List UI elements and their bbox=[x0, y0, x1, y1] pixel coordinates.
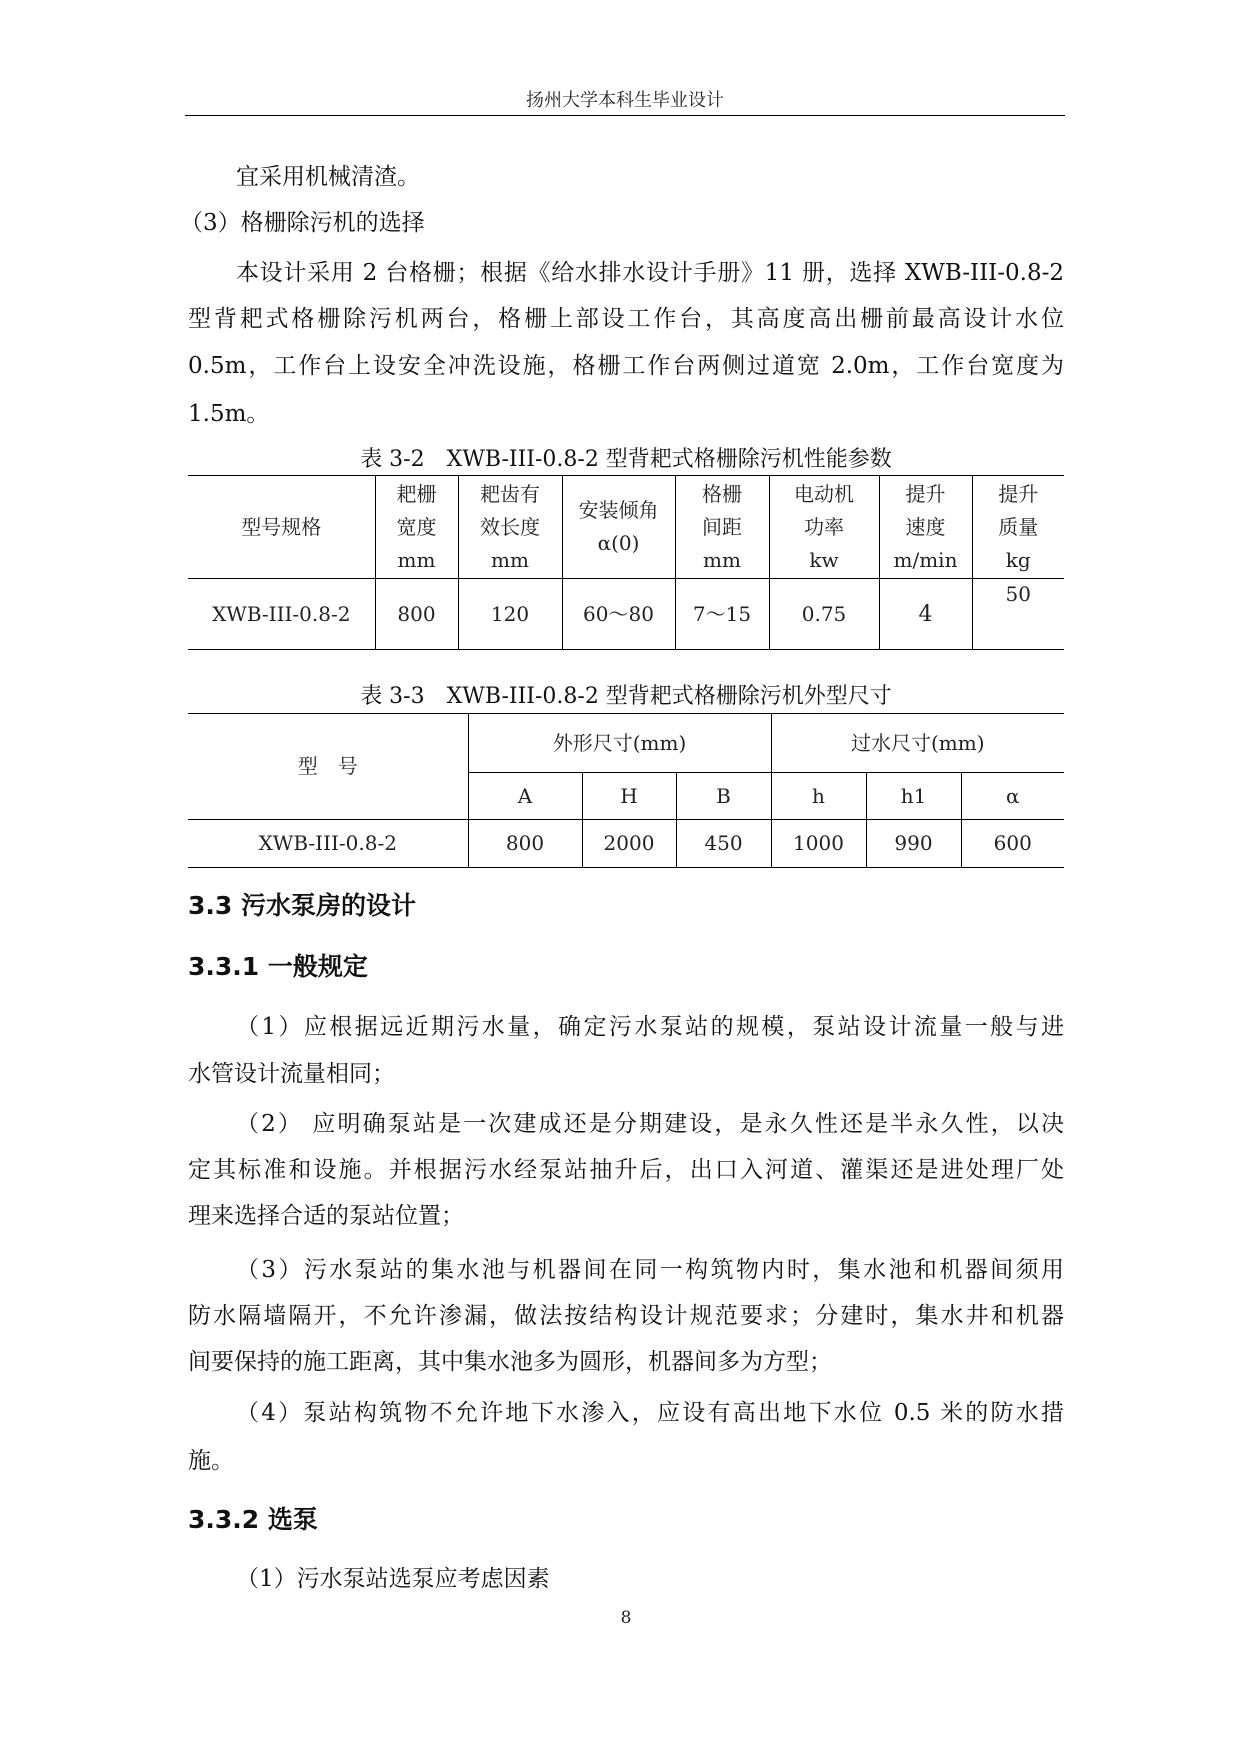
header-cell: 电动机 功率 kw bbox=[769, 476, 879, 579]
table-cell: 990 bbox=[866, 820, 961, 868]
paragraph-line: 定其标准和设施。并根据污水经泵站抽升后，出口入河道、灌渠还是进处理厂处 bbox=[188, 1157, 1064, 1183]
header-cell: 型号规格 bbox=[188, 476, 375, 579]
table-row bbox=[188, 579, 1064, 650]
paragraph-line: 本设计采用 2 台格栅；根据《给水排水设计手册》11 册，选择 XWB-III-0.8-2 bbox=[236, 260, 1064, 286]
table-row bbox=[188, 820, 1064, 868]
table-cell: XWB-III-0.8-2 bbox=[188, 579, 375, 650]
list-item: （3）格栅除污机的选择 bbox=[180, 210, 425, 236]
header-cell: 型 号 bbox=[188, 714, 468, 820]
paragraph-line: （3）污水泵站的集水池与机器间在同一构筑物内时，集水池和机器间须用 bbox=[236, 1257, 1064, 1283]
table-cell: 450 bbox=[676, 820, 771, 868]
table-cell: 2000 bbox=[582, 820, 676, 868]
table-cell: 60～80 bbox=[562, 579, 675, 650]
paragraph-line: 宜采用机械清渣。 bbox=[236, 164, 420, 190]
header-cell: 格栅 间距 mm bbox=[675, 476, 769, 579]
table-cell: 800 bbox=[468, 820, 582, 868]
paragraph-line: 防水隔墙隔开，不允许渗漏，做法按结构设计规范要求；分建时，集水井和机器 bbox=[188, 1303, 1064, 1329]
table-caption: 表 3-2 XWB-III-0.8-2 型背耙式格栅除污机性能参数 bbox=[360, 447, 892, 472]
header-cell: 安装倾角 α(0) bbox=[562, 476, 675, 579]
subsection-heading: 3.3.2 选泵 bbox=[188, 1505, 318, 1534]
header-cell: h1 bbox=[866, 773, 961, 820]
header-cell: 耙栅 宽度 mm bbox=[375, 476, 458, 579]
paragraph-line: 型背耙式格栅除污机两台，格栅上部设工作台，其高度高出栅前最高设计水位 bbox=[188, 306, 1064, 332]
dimension-table bbox=[188, 713, 1064, 868]
table-caption: 表 3-3 XWB-III-0.8-2 型背耙式格栅除污机外型尺寸 bbox=[360, 684, 892, 709]
header-cell: 提升 质量 kg bbox=[972, 476, 1064, 579]
header-cell: 提升 速度 m/min bbox=[879, 476, 972, 579]
table-cell: XWB-III-0.8-2 bbox=[188, 820, 468, 868]
paragraph-line: 间要保持的施工距离，其中集水池多为圆形，机器间多为方型； bbox=[188, 1349, 832, 1375]
header-cell: H bbox=[582, 773, 676, 820]
paragraph-line: （1）污水泵站选泵应考虑因素 bbox=[236, 1566, 550, 1592]
table-cell: 0.75 bbox=[769, 579, 879, 650]
page-number: 8 bbox=[620, 1608, 632, 1628]
page-header: 扬州大学本科生毕业设计 bbox=[526, 90, 724, 111]
header-cell: B bbox=[676, 773, 771, 820]
paragraph-line: （2） 应明确泵站是一次建成还是分期建设，是永久性还是半永久性，以决 bbox=[236, 1111, 1064, 1137]
header-cell: h bbox=[771, 773, 866, 820]
paragraph-line: 施。 bbox=[188, 1448, 234, 1474]
header-cell: 外形尺寸(mm) bbox=[468, 714, 771, 773]
performance-table bbox=[188, 475, 1064, 650]
table-cell: 120 bbox=[458, 579, 562, 650]
header-cell: α bbox=[961, 773, 1064, 820]
table-cell: 7～15 bbox=[675, 579, 769, 650]
table-cell: 800 bbox=[375, 579, 458, 650]
paragraph-line: 0.5m，工作台上设安全冲洗设施，格栅工作台两侧过道宽 2.0m，工作台宽度为 bbox=[188, 353, 1064, 379]
paragraph-line: 理来选择合适的泵站位置； bbox=[188, 1203, 464, 1229]
table-cell: 1000 bbox=[771, 820, 866, 868]
paragraph-line: （4）泵站构筑物不允许地下水渗入，应设有高出地下水位 0.5 米的防水措 bbox=[236, 1400, 1064, 1426]
paragraph-line: 水管设计流量相同； bbox=[188, 1061, 395, 1087]
table-cell: 600 bbox=[961, 820, 1064, 868]
table-cell: 50 bbox=[972, 579, 1064, 650]
subsection-heading: 3.3.1 一般规定 bbox=[188, 952, 368, 981]
header-cell: 耙齿有 效长度 mm bbox=[458, 476, 562, 579]
paragraph-line: （1）应根据远近期污水量，确定污水泵站的规模，泵站设计流量一般与进 bbox=[236, 1014, 1064, 1040]
header-cell: A bbox=[468, 773, 582, 820]
header-rule bbox=[185, 115, 1065, 116]
header-cell: 过水尺寸(mm) bbox=[771, 714, 1064, 773]
paragraph-line: 1.5m。 bbox=[188, 401, 270, 427]
section-heading: 3.3 污水泵房的设计 bbox=[188, 891, 416, 920]
table-cell: 4 bbox=[879, 579, 972, 650]
